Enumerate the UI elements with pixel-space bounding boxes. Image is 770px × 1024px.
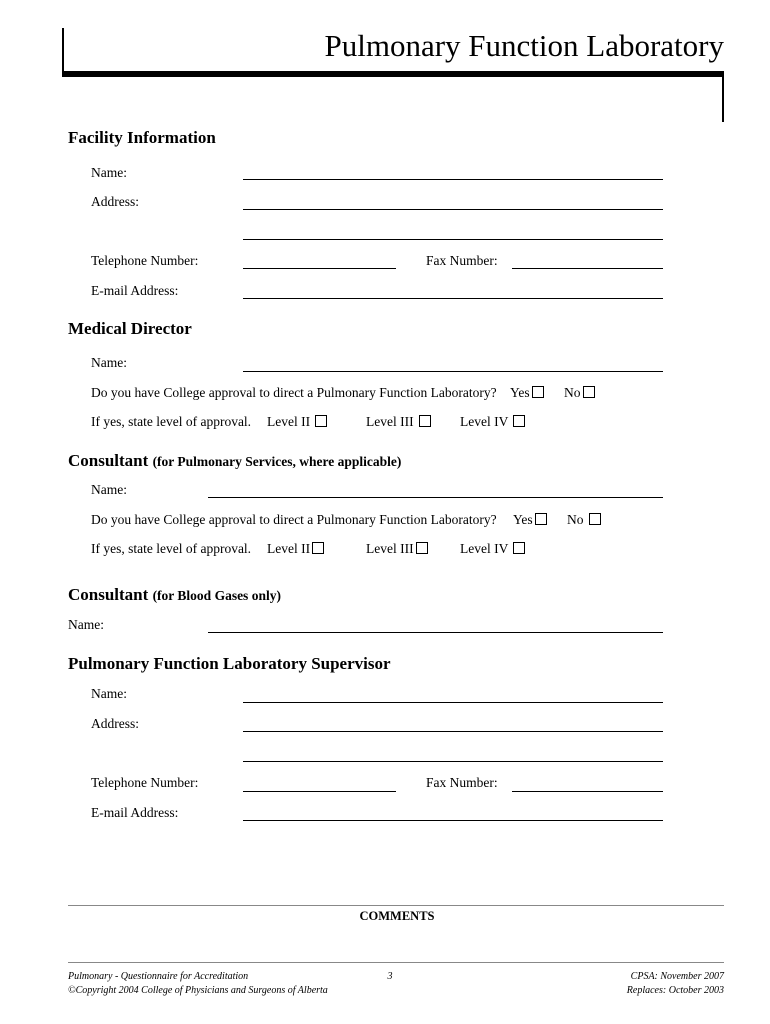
md-level-ii-option[interactable] xyxy=(267,414,327,430)
sup-name-field[interactable] xyxy=(243,702,663,703)
cp-level-iv-checkbox[interactable] xyxy=(513,542,525,554)
cp-level-ii-label: Level II xyxy=(267,541,311,556)
sup-name-label: Name: xyxy=(91,686,127,701)
consultant-pulmonary-heading xyxy=(68,451,401,471)
sup-address-label: Address: xyxy=(91,716,139,731)
sup-email-field[interactable] xyxy=(243,820,663,821)
facility-heading: Facility Information xyxy=(68,128,216,147)
page-title: Pulmonary Function Laboratory xyxy=(324,28,724,63)
facility-email-field[interactable] xyxy=(243,298,663,299)
consultant-blood-title: Consultant xyxy=(68,585,149,604)
sup-fax-label: Fax Number: xyxy=(426,775,498,790)
md-level-ii-checkbox[interactable] xyxy=(315,415,327,427)
facility-telephone-field[interactable] xyxy=(243,268,396,269)
header-right-rule xyxy=(722,74,724,122)
sup-fax-field[interactable] xyxy=(512,791,663,792)
md-level-iv-option[interactable] xyxy=(460,414,525,430)
facility-address-field-2[interactable] xyxy=(243,239,663,240)
sup-telephone-field[interactable] xyxy=(243,791,396,792)
cp-name-field[interactable] xyxy=(208,497,663,498)
footer-rule xyxy=(68,962,724,963)
md-level-prompt: If yes, state level of approval. xyxy=(91,414,252,429)
md-no-label: No xyxy=(564,385,581,400)
facility-address-label: Address: xyxy=(91,194,139,209)
cp-no-checkbox[interactable] xyxy=(589,513,601,525)
consultant-blood-subtitle: (for Blood Gases only) xyxy=(152,588,281,603)
supervisor-heading: Pulmonary Function Laboratory Supervisor xyxy=(68,654,391,673)
comments-rule xyxy=(68,905,724,906)
facility-name-field[interactable] xyxy=(243,179,663,180)
cp-yes-option[interactable] xyxy=(513,512,547,528)
header-left-rule xyxy=(62,28,64,76)
md-level-iv-label: Level IV xyxy=(460,414,509,429)
footer-revision-date: CPSA: November 2007 xyxy=(630,971,724,982)
sup-address-field-1[interactable] xyxy=(243,731,663,732)
cb-name-label: Name: xyxy=(68,617,104,632)
cp-level-iii-checkbox[interactable] xyxy=(416,542,428,554)
consultant-pulmonary-subtitle: (for Pulmonary Services, where applicable) xyxy=(152,454,402,469)
cp-level-prompt: If yes, state level of approval. xyxy=(91,541,252,556)
md-level-iv-checkbox[interactable] xyxy=(513,415,525,427)
consultant-pulmonary-title: Consultant xyxy=(68,451,149,470)
facility-email-label: E-mail Address: xyxy=(91,283,179,298)
consultant-blood-heading xyxy=(68,585,281,605)
header-top-rule xyxy=(62,71,724,77)
cp-level-iv-label: Level IV xyxy=(460,541,509,556)
cp-no-label: No xyxy=(567,512,584,527)
md-yes-checkbox[interactable] xyxy=(532,386,544,398)
facility-fax-field[interactable] xyxy=(512,268,663,269)
medical-director-heading: Medical Director xyxy=(68,319,192,338)
facility-fax-label: Fax Number: xyxy=(426,253,498,268)
sup-email-label: E-mail Address: xyxy=(91,805,179,820)
cp-approval-question: Do you have College approval to direct a Pulmonary Function Laboratory? xyxy=(91,512,497,527)
cp-no-option[interactable] xyxy=(567,512,601,528)
md-name-label: Name: xyxy=(91,355,127,370)
comments-heading: COMMENTS xyxy=(359,909,435,923)
md-yes-label: Yes xyxy=(510,385,530,400)
facility-address-field-1[interactable] xyxy=(243,209,663,210)
md-level-iii-label: Level III xyxy=(366,414,414,429)
cp-yes-label: Yes xyxy=(513,512,533,527)
cp-level-ii-option[interactable] xyxy=(267,541,324,557)
md-level-iii-option[interactable] xyxy=(366,414,431,430)
md-level-ii-label: Level II xyxy=(267,414,311,429)
cp-level-iii-label: Level III xyxy=(366,541,414,556)
cp-level-iii-option[interactable] xyxy=(366,541,428,557)
footer-doc-title: Pulmonary - Questionnaire for Accreditation xyxy=(68,971,249,982)
footer-replaces-date: Replaces: October 2003 xyxy=(626,985,724,996)
facility-name-label: Name: xyxy=(91,165,127,180)
footer-copyright: ©Copyright 2004 College of Physicians and Surgeons of Alberta xyxy=(68,985,328,996)
md-level-iii-checkbox[interactable] xyxy=(419,415,431,427)
footer-page-number: 3 xyxy=(387,971,393,982)
cb-name-field[interactable] xyxy=(208,632,663,633)
md-yes-option[interactable] xyxy=(510,385,544,401)
cp-name-label: Name: xyxy=(91,482,127,497)
cp-yes-checkbox[interactable] xyxy=(535,513,547,525)
md-name-field[interactable] xyxy=(243,371,663,372)
md-no-checkbox[interactable] xyxy=(583,386,595,398)
sup-address-field-2[interactable] xyxy=(243,761,663,762)
md-no-option[interactable] xyxy=(564,385,595,401)
facility-telephone-label: Telephone Number: xyxy=(91,253,199,268)
sup-telephone-label: Telephone Number: xyxy=(91,775,199,790)
cp-level-ii-checkbox[interactable] xyxy=(312,542,324,554)
md-approval-question: Do you have College approval to direct a Pulmonary Function Laboratory? xyxy=(91,385,497,400)
cp-level-iv-option[interactable] xyxy=(460,541,525,557)
